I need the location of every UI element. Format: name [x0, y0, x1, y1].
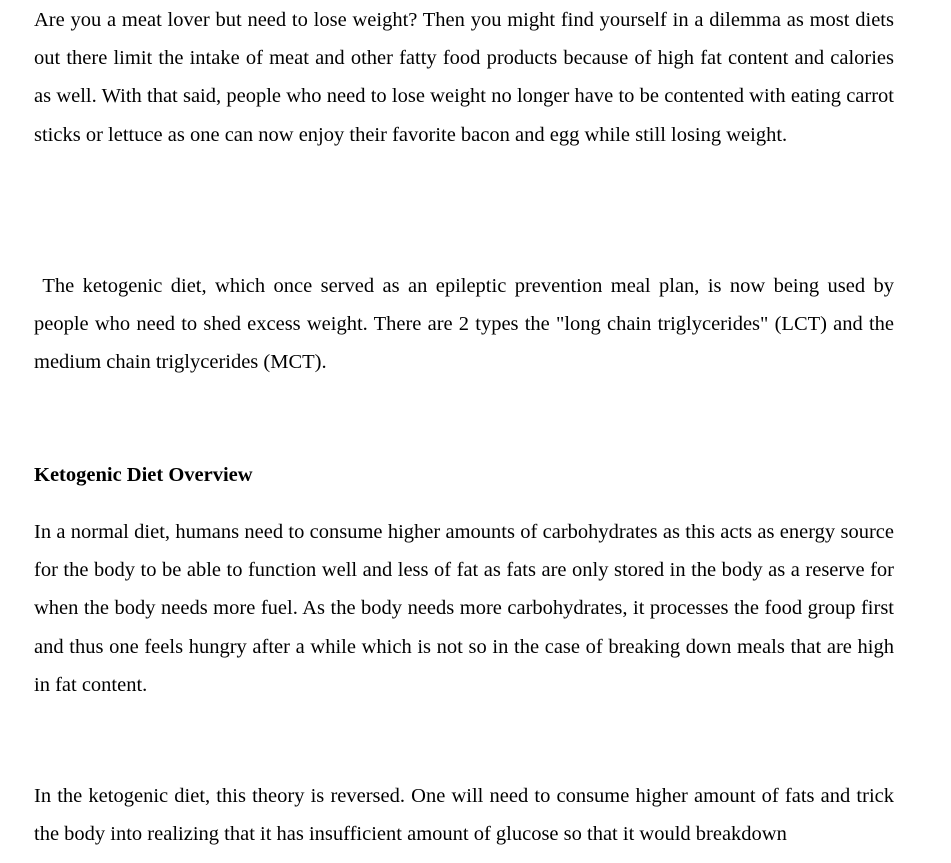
- ketogenic-intro-paragraph: The ketogenic diet, which once served as an epileptic prevention meal plan, is now being used by people who need to shed excess weight. There are 2 types the "long chain triglycerides" (LCT) and the medium chain triglycerides (MCT).: [34, 275, 894, 374]
- section-heading: Ketogenic Diet Overview: [34, 464, 253, 486]
- intro-paragraph: Are you a meat lover but need to lose weight? Then you might find yourself in a dilemma as most diets out there limit the intake of meat and other fatty food products because of high fat content and calories as well. With that said, people who need to lose weight no longer have to be contented with eating carrot sticks or lettuce as one can now enjoy their favorite bacon and egg while still losing weight.: [34, 9, 894, 146]
- ketogenic-theory-paragraph: In the ketogenic diet, this theory is reversed. One will need to consume higher amount of fats and trick the body into realizing that it has insufficient amount of glucose so that it would breakdown: [34, 785, 894, 846]
- normal-diet-paragraph: In a normal diet, humans need to consume higher amounts of carbohydrates as this acts as energy source for the body to be able to function well and less of fat as fats are only stored in the body as a reserve for when the body needs more fuel. As the body needs more carbohydrates, it processes the food group first and thus one feels hungry after a while which is not so in the case of breaking down meals that are high in fat content.: [34, 521, 894, 696]
